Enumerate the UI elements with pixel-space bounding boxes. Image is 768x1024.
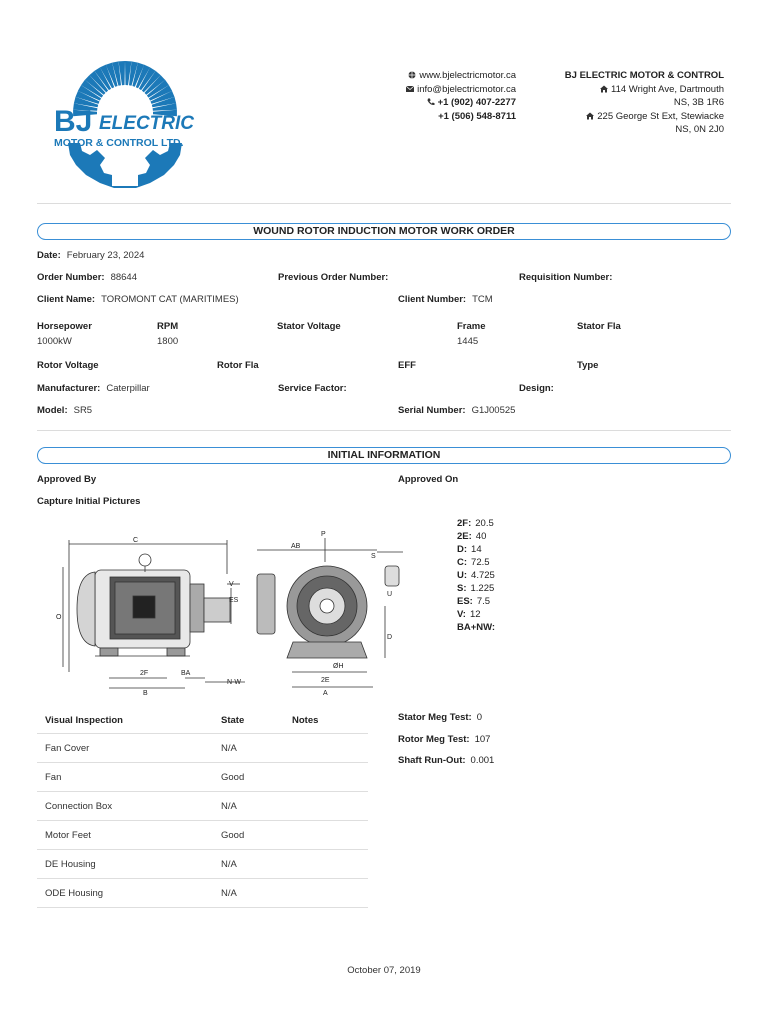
contact-block [406, 69, 516, 123]
address1-line1: 114 Wright Ave, Dartmouth [565, 83, 724, 97]
table-row [37, 734, 368, 763]
stator-fla-field: Stator Fla [577, 321, 621, 332]
dim-label-nw: N-W [227, 679, 241, 686]
frame-field: Frame 1445 [457, 321, 486, 347]
dim-label-2f: 2F [140, 670, 149, 677]
dimension-row: BA+NW: [457, 622, 496, 633]
approved-on-label: Approved On [398, 474, 459, 485]
table-row [37, 850, 368, 879]
logo-bj-text: BJ [54, 105, 93, 138]
logo-sub-text: MOTOR & CONTROL LTD. [54, 137, 184, 149]
dim-label-b: B [143, 690, 148, 697]
dimension-row: ES: 7.5 [457, 596, 491, 607]
cell-item: DE Housing [37, 850, 213, 879]
email-link[interactable]: info@bjelectricmotor.ca [417, 83, 516, 95]
manufacturer-field: Manufacturer: Caterpillar [37, 383, 150, 394]
table-row [37, 821, 368, 850]
section-divider [37, 430, 731, 431]
col-state: State [221, 714, 245, 726]
cell-state: N/A [213, 850, 284, 879]
phone1-text[interactable]: +1 (902) 407-2277 [437, 97, 516, 108]
cell-notes [284, 763, 368, 792]
approved-by-label: Approved By [37, 474, 97, 485]
address1-line2: NS, 3B 1R6 [673, 97, 724, 108]
dim-label-p: P [321, 531, 326, 538]
dim-label-v: V [229, 581, 234, 588]
requisition-field: Requisition Number: [519, 272, 613, 283]
model-field: Model: SR5 [37, 405, 93, 416]
col-visual-inspection: Visual Inspection [45, 714, 123, 726]
phone1-row[interactable] [406, 96, 516, 110]
capture-pictures-label: Capture Initial Pictures [37, 496, 141, 507]
cell-notes [284, 850, 368, 879]
eff-label: EFF [398, 360, 416, 371]
type-label: Type [577, 360, 599, 371]
dim-label-u: U [387, 591, 393, 598]
service-factor-field: Service Factor: [278, 383, 347, 394]
cell-item: Fan Cover [37, 734, 213, 763]
cell-notes [284, 879, 368, 908]
table-header-row [37, 707, 368, 734]
dimension-row: C: 72.5 [457, 557, 490, 568]
dimension-row: 2F: 20.5 [457, 518, 494, 529]
cell-state: N/A [213, 879, 284, 908]
dim-label-d: D [387, 634, 393, 641]
dimension-values [457, 517, 499, 634]
cell-item: Fan [37, 763, 213, 792]
test-results [398, 707, 494, 772]
rotor-fla-label: Rotor Fla [217, 360, 259, 371]
dim-label-es: ES [229, 597, 239, 604]
order-number-field: Order Number: 88644 [37, 272, 137, 283]
dim-label-a: A [323, 690, 328, 697]
home-icon [600, 84, 608, 92]
client-name-field: Client Name: TOROMONT CAT (MARITIMES) [37, 294, 239, 305]
phone-icon [427, 97, 435, 105]
cell-notes [284, 792, 368, 821]
motor-dimension-diagram [55, 522, 410, 702]
table-row [37, 792, 368, 821]
dim-label-ab: AB [291, 543, 301, 550]
address2-line2: NS, 0N 2J0 [675, 124, 724, 135]
dim-label-c: C [133, 537, 139, 544]
col-notes: Notes [292, 714, 319, 726]
logo-graphic [50, 55, 200, 200]
rotor-voltage-label: Rotor Voltage [37, 360, 99, 371]
cell-notes [284, 821, 368, 850]
company-logo [50, 55, 200, 200]
phone2-row[interactable] [406, 110, 516, 124]
website-link[interactable]: www.bjelectricmotor.ca [419, 70, 516, 81]
cell-state: Good [213, 821, 284, 850]
serial-number-field: Serial Number: G1J00525 [398, 405, 516, 416]
dim-label-h: ØH [333, 663, 344, 670]
logo-electric-text: ELECTRIC [99, 113, 194, 134]
design-field: Design: [519, 383, 554, 394]
dimension-row: V: 12 [457, 609, 481, 620]
cell-item: Connection Box [37, 792, 213, 821]
phone2-text[interactable]: +1 (506) 548-8711 [438, 110, 516, 122]
cell-item: ODE Housing [37, 879, 213, 908]
company-name: BJ ELECTRIC MOTOR & CONTROL [564, 70, 724, 81]
cell-notes [284, 734, 368, 763]
stator-voltage-field: Stator Voltage [277, 321, 341, 332]
address2-line1: 225 George St Ext, Stewiacke [565, 110, 724, 124]
globe-icon [408, 70, 416, 78]
envelope-icon [406, 84, 414, 92]
dim-label-ba: BA [181, 670, 191, 677]
rotor-meg-test: Rotor Meg Test: 107 [398, 733, 491, 745]
initial-information-banner: INITIAL INFORMATION [37, 447, 731, 464]
cell-state: N/A [213, 792, 284, 821]
company-block [565, 69, 724, 137]
table-row [37, 879, 368, 908]
footer-date: October 07, 2019 [347, 965, 421, 976]
previous-order-field: Previous Order Number: [278, 272, 389, 283]
visual-inspection-table [37, 707, 368, 908]
cell-state: Good [213, 763, 284, 792]
date-field: Date: February 23, 2024 [37, 250, 145, 261]
dimension-row: S: 1.225 [457, 583, 495, 594]
header-divider [37, 203, 731, 204]
client-number-field: Client Number: TCM [398, 294, 493, 305]
table-row [37, 763, 368, 792]
website-row[interactable] [406, 69, 516, 83]
rpm-field: RPM 1800 [157, 321, 179, 347]
work-order-banner: WOUND ROTOR INDUCTION MOTOR WORK ORDER [37, 223, 731, 240]
dim-label-2e: 2E [321, 677, 330, 684]
dim-label-o: O [56, 614, 62, 621]
cell-state: N/A [213, 734, 284, 763]
dimension-row: U: 4.725 [457, 570, 495, 581]
dimension-row: 2E: 40 [457, 531, 487, 542]
stator-meg-test: Stator Meg Test: 0 [398, 712, 483, 723]
cell-item: Motor Feet [37, 821, 213, 850]
horsepower-field: Horsepower 1000kW [37, 321, 92, 347]
email-row[interactable] [406, 83, 516, 97]
home-icon [586, 111, 594, 119]
shaft-run-out: Shaft Run-Out: 0.001 [398, 755, 495, 766]
dim-label-s: S [371, 553, 376, 560]
dimension-row: D: 14 [457, 544, 482, 555]
